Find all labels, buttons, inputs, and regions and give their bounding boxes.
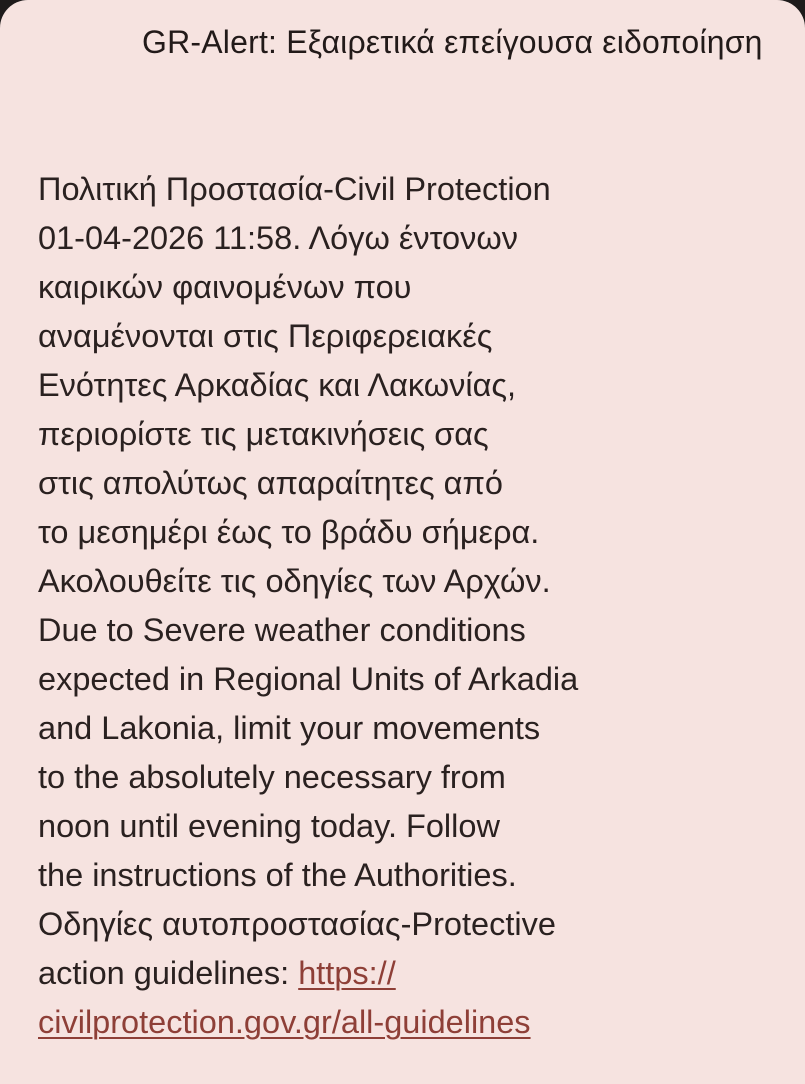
message-line: αναμένονται στις Περιφερειακές <box>38 318 493 354</box>
guidelines-link-part1[interactable]: https:// <box>298 955 396 991</box>
guidelines-link-part2[interactable]: civilprotection.gov.gr/all-guidelines <box>38 1004 531 1040</box>
message-line: to the absolutely necessary from <box>38 759 506 795</box>
message-line: Ενότητες Αρκαδίας και Λακωνίας, <box>38 367 517 403</box>
message-line: Οδηγίες αυτοπροστασίας-Protective <box>38 906 556 942</box>
message-line: το μεσημέρι έως το βράδυ σήμερα. <box>38 514 540 550</box>
message-line: the instructions of the Authorities. <box>38 857 517 893</box>
message-line: περιορίστε τις μετακινήσεις σας <box>38 416 489 452</box>
message-line: καιρικών φαινομένων που <box>38 269 412 305</box>
message-line-guidelines <box>38 949 783 998</box>
message-line: Due to Severe weather conditions <box>38 612 526 648</box>
alert-message <box>38 165 783 1047</box>
message-line: Ακολουθείτε τις οδηγίες των Αρχών. <box>38 563 551 599</box>
guidelines-prefix: action guidelines: <box>38 955 290 991</box>
message-line: Πολιτική Προστασία-Civil Protection <box>38 171 551 207</box>
alert-title: GR-Alert: Εξαιρετικά επείγουσα ειδοποίηση <box>142 24 763 60</box>
message-line: and Lakonia, limit your movements <box>38 710 541 746</box>
message-line: 01-04-2026 11:58. Λόγω έντονων <box>38 220 518 256</box>
message-line-link <box>38 998 783 1047</box>
message-line: noon until evening today. Follow <box>38 808 500 844</box>
message-line: expected in Regional Units of Arkadia <box>38 661 579 697</box>
message-line: στις απολύτως απαραίτητες από <box>38 465 503 501</box>
